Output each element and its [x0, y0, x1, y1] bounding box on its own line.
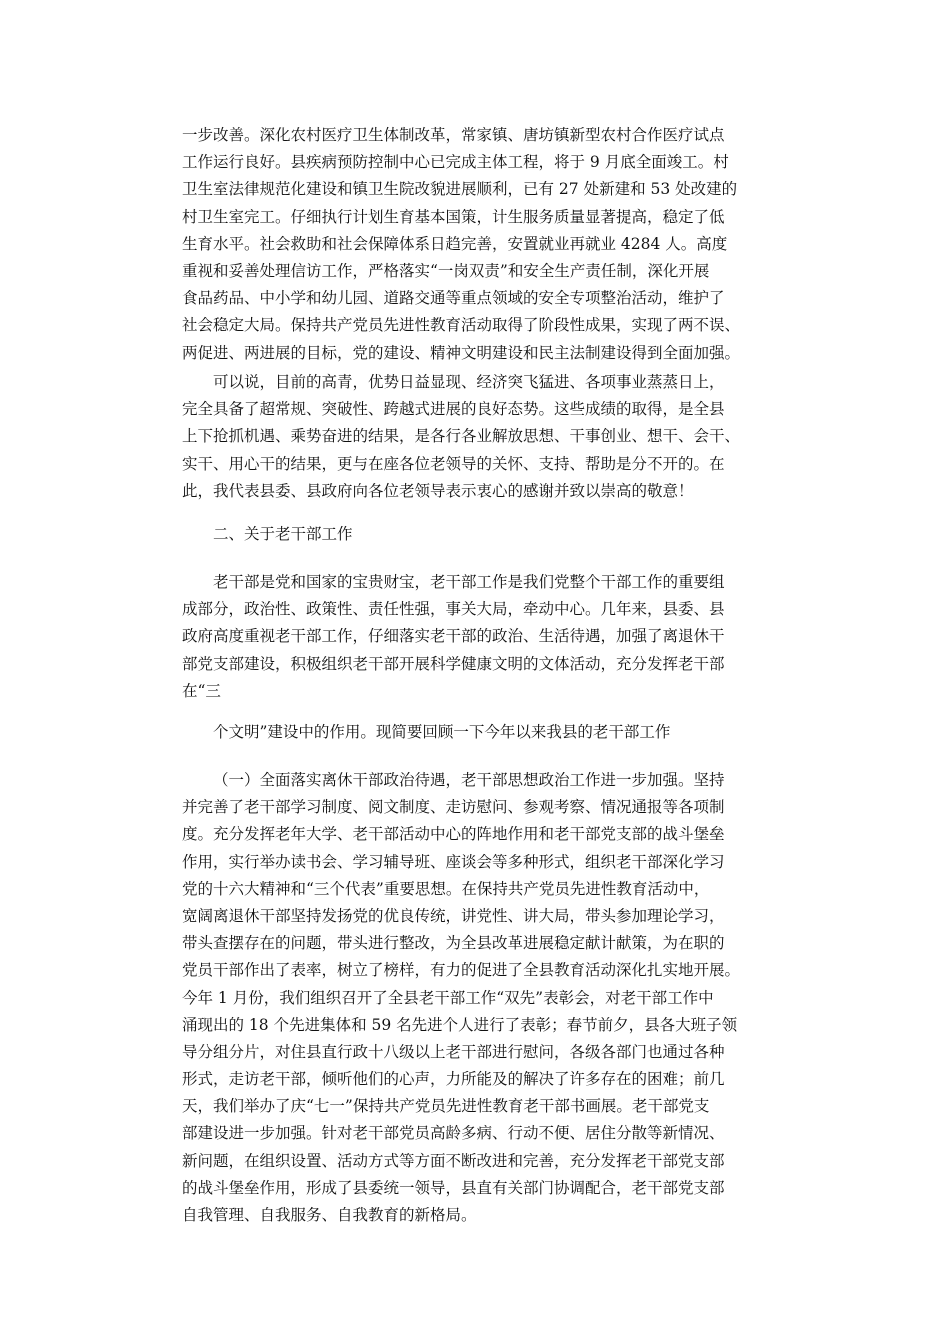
- text-line: 部建设进一步加强。针对老干部党员高龄多病、行动不便、居住分散等新情况、: [182, 1124, 725, 1143]
- text-line: 政府高度重视老干部工作，仔细落实老干部的政治、生活待遇，加强了离退休干: [182, 627, 725, 646]
- text-line: 社会稳定大局。保持共产党员先进性教育活动取得了阶段性成果，实现了两不误、: [182, 316, 741, 335]
- text-line: 自我管理、自我服务、自我教育的新格局。: [182, 1206, 477, 1224]
- text-line: 卫生室法律规范化建设和镇卫生院改貌进展顺利，已有 27 处新建和 53 处改建的: [182, 180, 738, 199]
- text-line: 形式，走访老干部，倾听他们的心声，力所能及的解决了许多存在的困难；前几: [182, 1070, 725, 1089]
- text-line: 带头查摆存在的问题，带头进行整改，为全县改革进展稳定献计献策，为在职的: [182, 934, 725, 953]
- text-line: 天，我们举办了庆“七一”保持共产党员先进性教育老干部书画展。老干部党支: [182, 1097, 710, 1116]
- text-line: 并完善了老干部学习制度、阅文制度、走访慰问、参观考察、情况通报等各项制: [182, 798, 725, 817]
- text-line: 作用，实行举办读书会、学习辅导班、座谈会等多种形式，组织老干部深化学习: [182, 852, 725, 871]
- section-heading: [182, 521, 782, 548]
- text-line: 个文明”建设中的作用。现简要回顾一下今年以来我县的老干部工作: [213, 723, 671, 741]
- text-line: 涌现出的 18 个先进集体和 59 名先进个人进行了表彰；春节前夕，县各大班子领: [182, 1015, 738, 1034]
- text-line: 今年 1 月份，我们组织召开了全县老干部工作“双先”表彰会，对老干部工作中: [182, 988, 714, 1007]
- paragraph-health-and-stability: [182, 122, 782, 367]
- text-line: 食品药品、中小学和幼儿园、道路交通等重点领域的安全专项整治活动，维护了: [182, 289, 725, 308]
- text-line: 一步改善。深化农村医疗卫生体制改革，常家镇、唐坊镇新型农村合作医疗试点: [182, 126, 725, 144]
- text-line: 在“三: [182, 681, 221, 700]
- paragraph-political-treatment: [182, 767, 782, 1229]
- text-line: 部党支部建设，积极组织老干部开展科学健康文明的文体活动，充分发挥老干部: [182, 654, 725, 673]
- section-heading-text: 二、关于老干部工作: [213, 525, 353, 543]
- text-line: 新问题，在组织设置、活动方式等方面不断改进和完善，充分发挥老干部党支部: [182, 1151, 725, 1170]
- text-line: 可以说，目前的高青，优势日益显现、经济突飞猛进、各项事业蒸蒸日上，: [213, 373, 725, 391]
- text-line: 党员干部作出了表率，树立了榜样，有力的促进了全县教育活动深化扎实地开展。: [182, 961, 741, 980]
- text-line: 宽阔离退休干部坚持发扬党的优良传统，讲党性、讲大局，带头参加理论学习，: [182, 906, 725, 925]
- text-line: 两促进、两进展的目标，党的建设、精神文明建设和民主法制建设得到全面加强。: [182, 343, 741, 362]
- text-line: 工作运行良好。县疾病预防控制中心已完成主体工程，将于 9 月底全面竣工。村: [182, 153, 729, 172]
- paragraph-achievements-summary: [182, 369, 782, 505]
- text-line: 村卫生室完工。仔细执行计划生育基本国策，计生服务质量显著提高，稳定了低: [182, 207, 725, 226]
- text-line: 度。充分发挥老年大学、老干部活动中心的阵地作用和老干部党支部的战斗堡垒: [182, 825, 725, 844]
- text-line: 生育水平。社会救助和社会保障体系日趋完善，安置就业再就业 4284 人。高度: [182, 234, 728, 253]
- text-line: 成部分，政治性、政策性、责任性强，事关大局，牵动中心。几年来，县委、县: [182, 600, 725, 619]
- text-line: 老干部是党和国家的宝贵财宝，老干部工作是我们党整个干部工作的重要组: [213, 573, 725, 591]
- text-line: 重视和妥善处理信访工作，严格落实“一岗双责”和安全生产责任制，深化开展: [182, 261, 710, 280]
- paragraph-veteran-cadres-intro: [182, 569, 782, 705]
- text-line: 实干、用心干的结果，更与在座各位老领导的关怀、支持、帮助是分不开的。在: [182, 454, 725, 473]
- text-line: 导分组分片，对住县直行政十八级以上老干部进行慰问，各级各部门也通过各种: [182, 1042, 725, 1061]
- text-line: 党的十六大精神和“三个代表”重要思想。在保持共产党员先进性教育活动中，: [182, 879, 710, 898]
- text-line: 上下抢抓机遇、乘势奋进的结果，是各行各业解放思想、干事创业、想干、会干、: [182, 427, 741, 446]
- text-line: （一）全面落实离休干部政治待遇，老干部思想政治工作进一步加强。坚持: [213, 771, 725, 789]
- paragraph-continuation: [182, 719, 782, 746]
- text-line: 此，我代表县委、县政府向各位老领导表示衷心的感谢并致以崇高的敬意！: [182, 481, 694, 500]
- text-line: 完全具备了超常规、突破性、跨越式进展的良好态势。这些成绩的取得，是全县: [182, 400, 725, 419]
- text-line: 的战斗堡垒作用，形成了县委统一领导，县直有关部门协调配合，老干部党支部: [182, 1178, 725, 1197]
